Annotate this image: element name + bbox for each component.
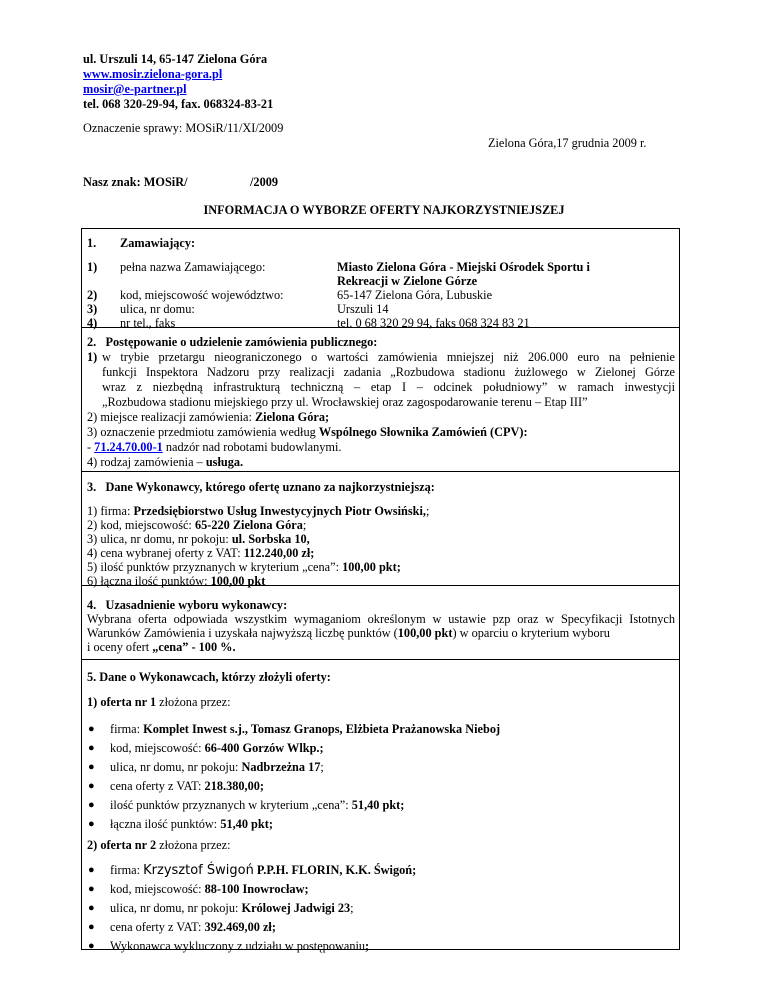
offer-2-details — [82, 861, 679, 956]
section-5-title: 5. Dane o Wykonawcach, którzy złożyli oferty: — [87, 670, 331, 684]
section-1-ordering-party — [81, 228, 680, 330]
address: ul. Urszuli 14, 65-147 Zielona Góra — [83, 52, 268, 66]
procedure-item-1-line3: wraz z niezbędną infrastrukturą techniczną – etap I – odcinek południowy” w ramach inwestycji — [102, 380, 675, 394]
cpv-code-line: - 71.24.70.00-1 nadzór nad robotami budowlanymi. — [87, 440, 342, 454]
section-1-number: 1. — [87, 236, 97, 250]
our-reference-suffix: /2009 — [250, 175, 279, 189]
section-2-procedure — [81, 327, 680, 471]
place-date: Zielona Góra,17 grudnia 2009 r. — [488, 136, 647, 150]
section-4-title: 4. Uzasadnienie wyboru wykonawcy: — [87, 598, 288, 612]
row-4-num: 4) — [87, 316, 98, 330]
list-item: ● cena oferty z VAT: 218.380,00; — [88, 779, 264, 793]
list-item: ● ilość punktów przyznanych w kryterium „cena”: 51,40 pkt; — [88, 798, 405, 812]
ordering-party-street: Urszuli 14 — [337, 302, 389, 316]
row-3-label: ulica, nr domu: — [120, 302, 195, 316]
procedure-item-3: 3) oznaczenie przedmiotu zamówienia według Wspólnego Słownika Zamówień (CPV): — [87, 425, 528, 439]
winner-code-city: 2) kod, miejscowość: 65-220 Zielona Góra; — [87, 518, 307, 532]
row-4-label: nr tel., faks — [120, 316, 176, 330]
row-1: 1) — [87, 260, 98, 274]
page-title: INFORMACJA O WYBORZE OFERTY NAJKORZYSTNIEJSZEJ — [203, 203, 565, 217]
cpv-code-link[interactable]: 71.24.70.00-1 — [94, 440, 163, 454]
website-link[interactable]: www.mosir.zielona-gora.pl — [83, 67, 223, 81]
winner-total-points: 6) łączna ilość punktów: 100,00 pkt — [87, 574, 266, 588]
justification-line3: i oceny ofert „cena” - 100 %. — [87, 640, 236, 654]
section-2-title: 2. Postępowanie o udzielenie zamówienia publicznego: — [87, 335, 378, 349]
row-2-label: kod, miejscowość województwo: — [120, 288, 284, 302]
list-item: ● firma: Komplet Inwest s.j., Tomasz Granops, Elżbieta Prażanowska Nieboj — [88, 722, 501, 736]
ordering-party-name-line2: Rekreacji w Zielone Górze — [337, 274, 478, 288]
list-item: ● ulica, nr domu, nr pokoju: Nadbrzeżna 17; — [88, 760, 324, 774]
list-item: ● ulica, nr domu, nr pokoju: Królowej Jadwigi 23; — [88, 901, 354, 915]
phone: tel. 068 320-29-94, fax. 068324-83-21 — [83, 97, 274, 111]
procedure-item-1-line2: funkcji Inspektora Nadzoru przy realizacji zadania „Rozbudowa stadionu żużlowego w Zielonej Górze — [102, 365, 675, 379]
list-item: ● kod, miejscowość: 88-100 Inowrocław; — [88, 882, 309, 896]
list-item: ● kod, miejscowość: 66-400 Gorzów Wlkp.; — [88, 741, 324, 755]
procedure-item-1-line4: „Rozbudowa stadionu miejskiego przy ul. Wrocławskiej oraz zagospodarowanie terenu – Etap III” — [102, 395, 588, 409]
winner-firm: 1) firma: Przedsiębiorstwo Usług Inwestycyjnych Piotr Owsiński,; — [87, 504, 430, 518]
procedure-item-2: 2) miejsce realizacji zamówienia: Zielona Góra; — [87, 410, 330, 424]
section-3-title: 3. Dane Wykonawcy, którego ofertę uznano za najkorzystniejszą: — [87, 480, 435, 494]
procedure-item-4: 4) rodzaj zamówienia – usługa. — [87, 455, 244, 469]
case-reference: Oznaczenie sprawy: MOSiR/11/XI/2009 — [83, 121, 284, 135]
row-2-num: 2) — [87, 288, 98, 302]
list-item: ● Wykonawca wykluczony z udziału w postępowaniu; — [88, 939, 370, 953]
ordering-party-code-city: 65-147 Zielona Góra, Lubuskie — [337, 288, 493, 302]
offer-2-heading: 2) oferta nr 2 złożona przez: — [87, 838, 231, 852]
email-link[interactable]: mosir@e-partner.pl — [83, 82, 187, 96]
letterhead — [83, 52, 273, 112]
ordering-party-name-line1: Miasto Zielona Góra - Miejski Ośrodek Sportu i — [337, 260, 590, 274]
list-item: ● cena oferty z VAT: 392.469,00 zł; — [88, 920, 276, 934]
row-1-label: pełna nazwa Zamawiającego: — [120, 260, 266, 274]
offer-1-details — [82, 720, 679, 834]
procedure-item-1-line1: w trybie przetargu nieograniczonego o wartości zamówienia mniejszej niż 206.000 euro na pełnienie — [102, 350, 675, 364]
justification-line2: Warunków Zamówienia i uzyskała najwyższą liczbę punktów (100,00 pkt) w oparciu o kryterium wyboru — [87, 626, 610, 640]
winner-price-points: 5) ilość punktów przyznanych w kryterium „cena”: 100,00 pkt; — [87, 560, 401, 574]
list-item: ● łączna ilość punktów: 51,40 pkt; — [88, 817, 273, 831]
procedure-item-1-num: 1) — [87, 350, 98, 364]
offer-1-heading: 1) oferta nr 1 złożona przez: — [87, 695, 231, 709]
our-reference-label: Nasz znak: MOSiR/ — [83, 175, 188, 189]
section-5-offers — [81, 659, 680, 953]
section-1-title: Zamawiający: — [120, 236, 196, 250]
list-item: ● firma: Krzysztof Świgoń P.P.H. FLORIN, K.K. Świgoń; — [88, 863, 417, 878]
winner-street: 3) ulica, nr domu, nr pokoju: ul. Sorbska 10, — [87, 532, 310, 546]
ordering-party-phone: tel. 0 68 320 29 94, faks 068 324 83 21 — [337, 316, 530, 330]
section-4-justification — [81, 585, 680, 659]
row-3-num: 3) — [87, 302, 98, 316]
section-3-winning-contractor — [81, 471, 680, 588]
winner-price: 4) cena wybranej oferty z VAT: 112.240,00 zł; — [87, 546, 315, 560]
justification-line1: Wybrana oferta odpowiada wszystkim wymaganiom określonym w ustawie pzp oraz w Specyfikacji Istotnych — [87, 612, 675, 626]
